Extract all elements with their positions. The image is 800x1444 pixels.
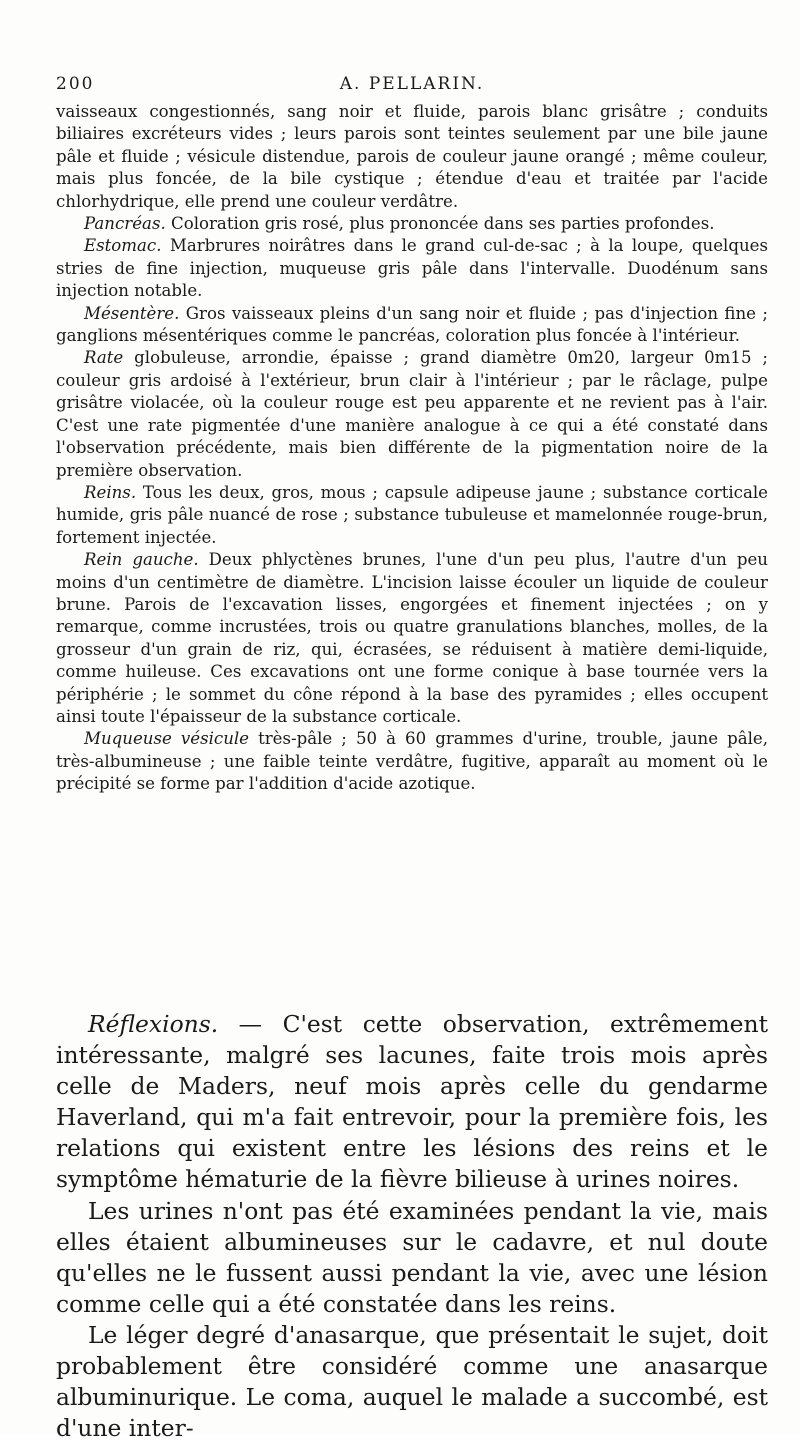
note-paragraph: Reins. Tous les deux, gros, mous ; capsule adipeuse jaune ; substance corticale humide, gris pâle nuancé de rose ; substance tubuleuse et mamelonnée rouge-brun, fortement injectée. <box>56 482 768 547</box>
reflexions-section <box>56 1009 768 1444</box>
note-paragraph: Rate globuleuse, arrondie, épaisse ; grand diamètre 0m20, largeur 0m15 ; couleur gris ardoisé à l'extérieur, brun clair à l'intérieur ; par le râclage, pulpe grisâtre violacée, où la couleur rouge est peu apparente et ne revient pas à l'air. C'est une rate pigmentée d'une manière analogue à ce qui a été constaté dans l'observation précédente, mais bien différente de la pigmentation noire de la première observation. <box>56 348 768 480</box>
note-paragraph: Rein gauche. Deux phlyctènes brunes, l'une d'un peu plus, l'autre d'un peu moins d'un centimètre de diamètre. L'incision laisse écouler un liquide de couleur brune. Parois de l'excavation lisses, engorgées et finement injectées ; on y remarque, comme incrustées, trois ou quatre granulations blanches, molles, de la grosseur d'un grain de riz, qui, écrasées, se réduisent à matière demi-liquide, comme huileuse. Ces excavations ont une forme conique à base tournée vers la périphérie ; le sommet du cône répond à la base des pyramides ; elles occupent ainsi toute l'épaisseur de la substance corticale. <box>56 550 768 726</box>
running-head: A. PELLARIN. <box>339 74 485 94</box>
note-heading: Pancréas. <box>84 214 166 234</box>
note-heading: Mésentère. <box>84 303 180 323</box>
note-heading: Estomac. <box>84 236 162 256</box>
page-header <box>56 74 768 98</box>
note-heading: Rate <box>84 348 124 368</box>
page-number: 200 <box>56 74 95 94</box>
note-paragraph: vaisseaux congestionnés, sang noir et fluide, parois blanc grisâtre ; conduits biliaires excréteurs vides ; leurs parois sont teintes seulement par une bile jaune pâle et fluide ; vésicule distendue, parois de couleur jaune orangé ; même couleur, mais plus foncée, de la bile cystique ; étendue d'eau et traitée par l'acide chlorhydrique, elle prend une couleur verdâtre. <box>56 102 768 211</box>
body-paragraph: Le léger degré d'anasarque, que présentait le sujet, doit probablement être considéré comme une anasarque albuminurique. Le coma, auquel le malade a succombé, est d'une inter- <box>56 1320 768 1443</box>
note-heading: Muqueuse vésicule <box>84 729 250 749</box>
note-heading: Rein gauche. <box>84 550 199 570</box>
autopsy-notes <box>56 101 768 796</box>
note-paragraph: Pancréas. Coloration gris rosé, plus prononcée dans ses parties profondes. <box>84 214 715 234</box>
note-heading: Reins. <box>84 482 137 502</box>
body-paragraph: Réflexions. — C'est cette observation, extrêmement intéressante, malgré ses lacunes, faite trois mois après celle de Maders, neuf mois après celle du gendarme Haverland, qui m'a fait entrevoir, pour la première fois, les relations qui existent entre les lésions des reins et le symptôme hématurie de la fièvre bilieuse à urines noires. <box>56 1010 768 1194</box>
note-paragraph: Muqueuse vésicule très-pâle ; 50 à 60 grammes d'urine, trouble, jaune pâle, très-albumineuse ; une faible teinte verdâtre, fugitive, apparaît au moment où le précipité se forme par l'addition d'acide azotique. <box>56 729 769 794</box>
note-paragraph: Mésentère. Gros vaisseaux pleins d'un sang noir et fluide ; pas d'injection fine ; ganglions mésentériques comme le pancréas, coloration plus foncée à l'intérieur. <box>56 303 768 346</box>
body-paragraph: Les urines n'ont pas été examinées pendant la vie, mais elles étaient albumineuses sur le cadavre, et nul doute qu'elles ne le fussent aussi pendant la vie, avec une lésion comme celle qui a été constatée dans les reins. <box>56 1196 768 1318</box>
section-heading: Réflexions. <box>88 1010 219 1038</box>
note-paragraph: Estomac. Marbrures noirâtres dans le grand cul-de-sac ; à la loupe, quelques stries de fine injection, muqueuse gris pâle dans l'intervalle. Duodénum sans injection notable. <box>56 236 768 301</box>
